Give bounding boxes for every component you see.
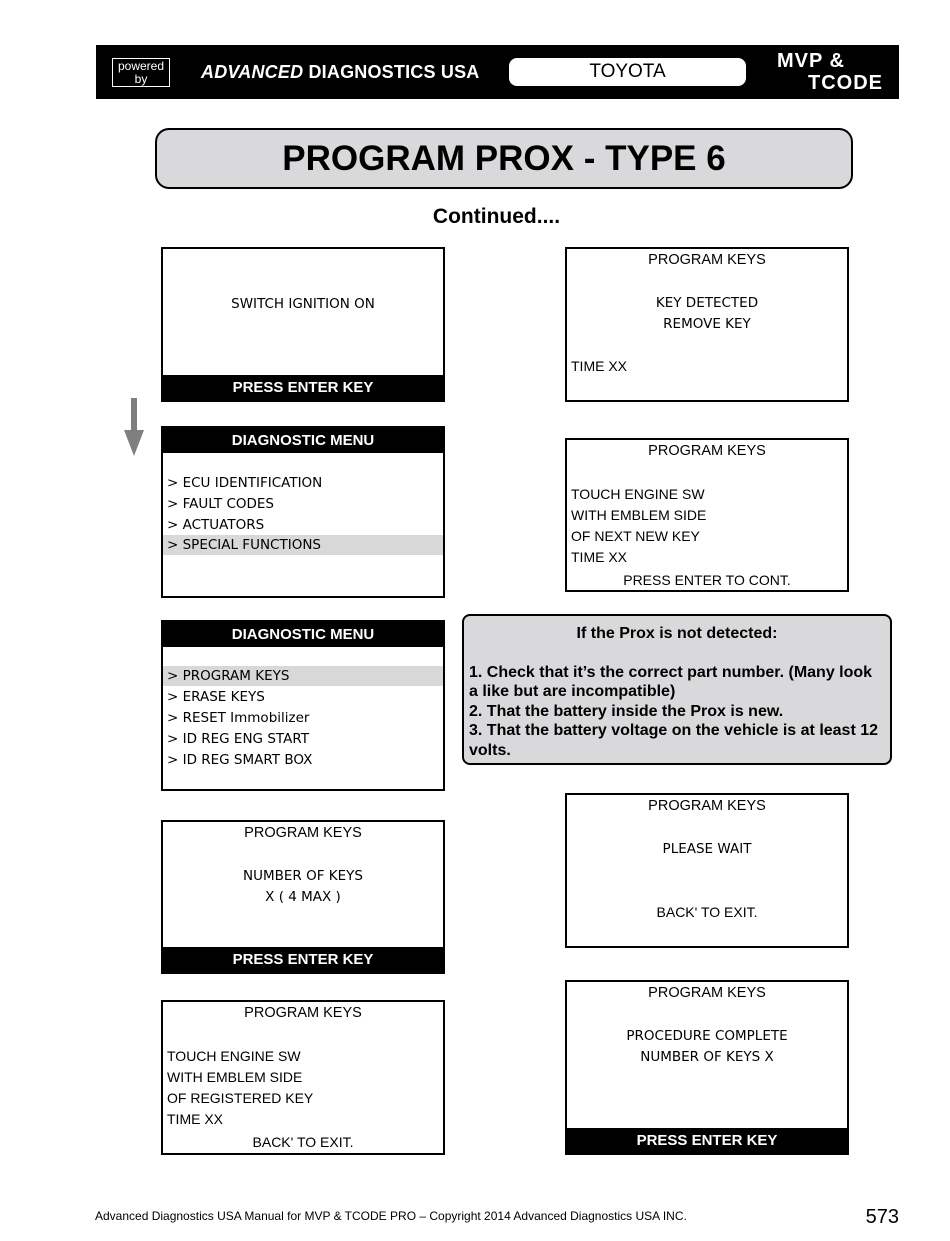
note-item-3: 3. That the battery voltage on the vehicle is at least 12 volts. (469, 722, 879, 759)
powered-by-badge (112, 58, 170, 87)
prox-not-detected-note (462, 614, 892, 765)
screen-line: X ( 4 MAX ) (265, 889, 341, 905)
screen-line: TOUCH ENGINE SW (167, 1048, 301, 1064)
header-bar (96, 45, 899, 99)
menu-item-ecu-identification[interactable]: > ECU IDENTIFICATION (167, 475, 323, 491)
brand-name (201, 62, 480, 83)
screen-line: BACK' TO EXIT. (252, 1134, 354, 1150)
screen-number-of-keys (161, 820, 445, 974)
screen-line: NUMBER OF KEYS (243, 868, 363, 884)
diagnostic-menu-header: DIAGNOSTIC MENU (163, 428, 443, 453)
screen-line: PRESS ENTER TO CONT. (623, 572, 791, 588)
press-enter-bar: PRESS ENTER KEY (163, 947, 443, 972)
note-title: If the Prox is not detected: (576, 625, 778, 642)
menu-item-id-reg-eng-start[interactable]: > ID REG ENG START (167, 731, 309, 747)
screen-diagnostic-menu-1 (161, 426, 445, 598)
screen-title: PROGRAM KEYS (648, 798, 766, 814)
product-name (736, 50, 896, 94)
screen-line: PROCEDURE COMPLETE (626, 1028, 788, 1044)
menu-item-special-functions[interactable]: > SPECIAL FUNCTIONS (163, 535, 443, 555)
menu-item-erase-keys[interactable]: > ERASE KEYS (167, 689, 265, 705)
screen-line: TIME XX (167, 1111, 224, 1127)
screen-please-wait (565, 793, 849, 948)
press-enter-bar: PRESS ENTER KEY (567, 1128, 847, 1153)
screen-text: SWITCH IGNITION ON (231, 296, 375, 312)
page-title: PROGRAM PROX - TYPE 6 (155, 128, 853, 189)
product-line-1: MVP & (777, 50, 845, 72)
menu-item-reset-immobilizer[interactable]: > RESET Immobilizer (167, 710, 310, 726)
diagnostic-menu-header: DIAGNOSTIC MENU (163, 622, 443, 647)
screen-line: WITH EMBLEM SIDE (571, 507, 707, 523)
screen-procedure-complete (565, 980, 849, 1155)
screen-line: REMOVE KEY (663, 316, 751, 332)
screen-title: PROGRAM KEYS (648, 443, 766, 459)
screen-line: PLEASE WAIT (662, 841, 752, 857)
screen-title: PROGRAM KEYS (648, 985, 766, 1001)
screen-line: TOUCH ENGINE SW (571, 486, 705, 502)
page-number: 573 (865, 1206, 899, 1228)
screen-line: WITH EMBLEM SIDE (167, 1069, 303, 1085)
menu-item-program-keys[interactable]: > PROGRAM KEYS (163, 666, 443, 686)
screen-line: KEY DETECTED (655, 295, 759, 311)
brand-italic: ADVANCED (201, 62, 304, 82)
screen-diagnostic-menu-2 (161, 620, 445, 791)
product-line-2: TCODE (808, 72, 883, 94)
footer-copyright: Advanced Diagnostics USA Manual for MVP & TCODE PRO – Copyright 2014 Advanced Diagnostics USA INC. (95, 1209, 687, 1223)
screen-title: PROGRAM KEYS (648, 252, 766, 268)
menu-item-id-reg-smart-box[interactable]: > ID REG SMART BOX (167, 752, 313, 768)
menu-item-actuators[interactable]: > ACTUATORS (167, 517, 265, 533)
screen-title: PROGRAM KEYS (244, 825, 362, 841)
screen-switch-ignition (161, 247, 445, 402)
screen-line: TIME XX (571, 358, 628, 374)
screen-line: TIME XX (571, 549, 628, 565)
screen-touch-next-key (565, 438, 849, 592)
continued-label: Continued.... (432, 205, 561, 228)
powered-line-1: powered (117, 59, 165, 73)
note-item-2: 2. That the battery inside the Prox is new. (469, 702, 784, 720)
screen-line: NUMBER OF KEYS X (640, 1049, 774, 1065)
menu-item-fault-codes[interactable]: > FAULT CODES (167, 496, 274, 512)
down-arrow-icon (124, 398, 144, 456)
brand-rest: DIAGNOSTICS USA (303, 62, 480, 82)
screen-line: BACK' TO EXIT. (656, 904, 758, 920)
note-item-1: 1. Check that it’s the correct part number. (Many look a like but are incompatible) (469, 663, 873, 700)
screen-line: OF REGISTERED KEY (167, 1090, 314, 1106)
press-enter-bar: PRESS ENTER KEY (163, 375, 443, 400)
screen-line: OF NEXT NEW KEY (571, 528, 700, 544)
powered-line-2: by (134, 72, 148, 86)
screen-title: PROGRAM KEYS (244, 1005, 362, 1021)
screen-key-detected (565, 247, 849, 402)
screen-touch-registered-key (161, 1000, 445, 1155)
vehicle-make: TOYOTA (509, 58, 746, 86)
